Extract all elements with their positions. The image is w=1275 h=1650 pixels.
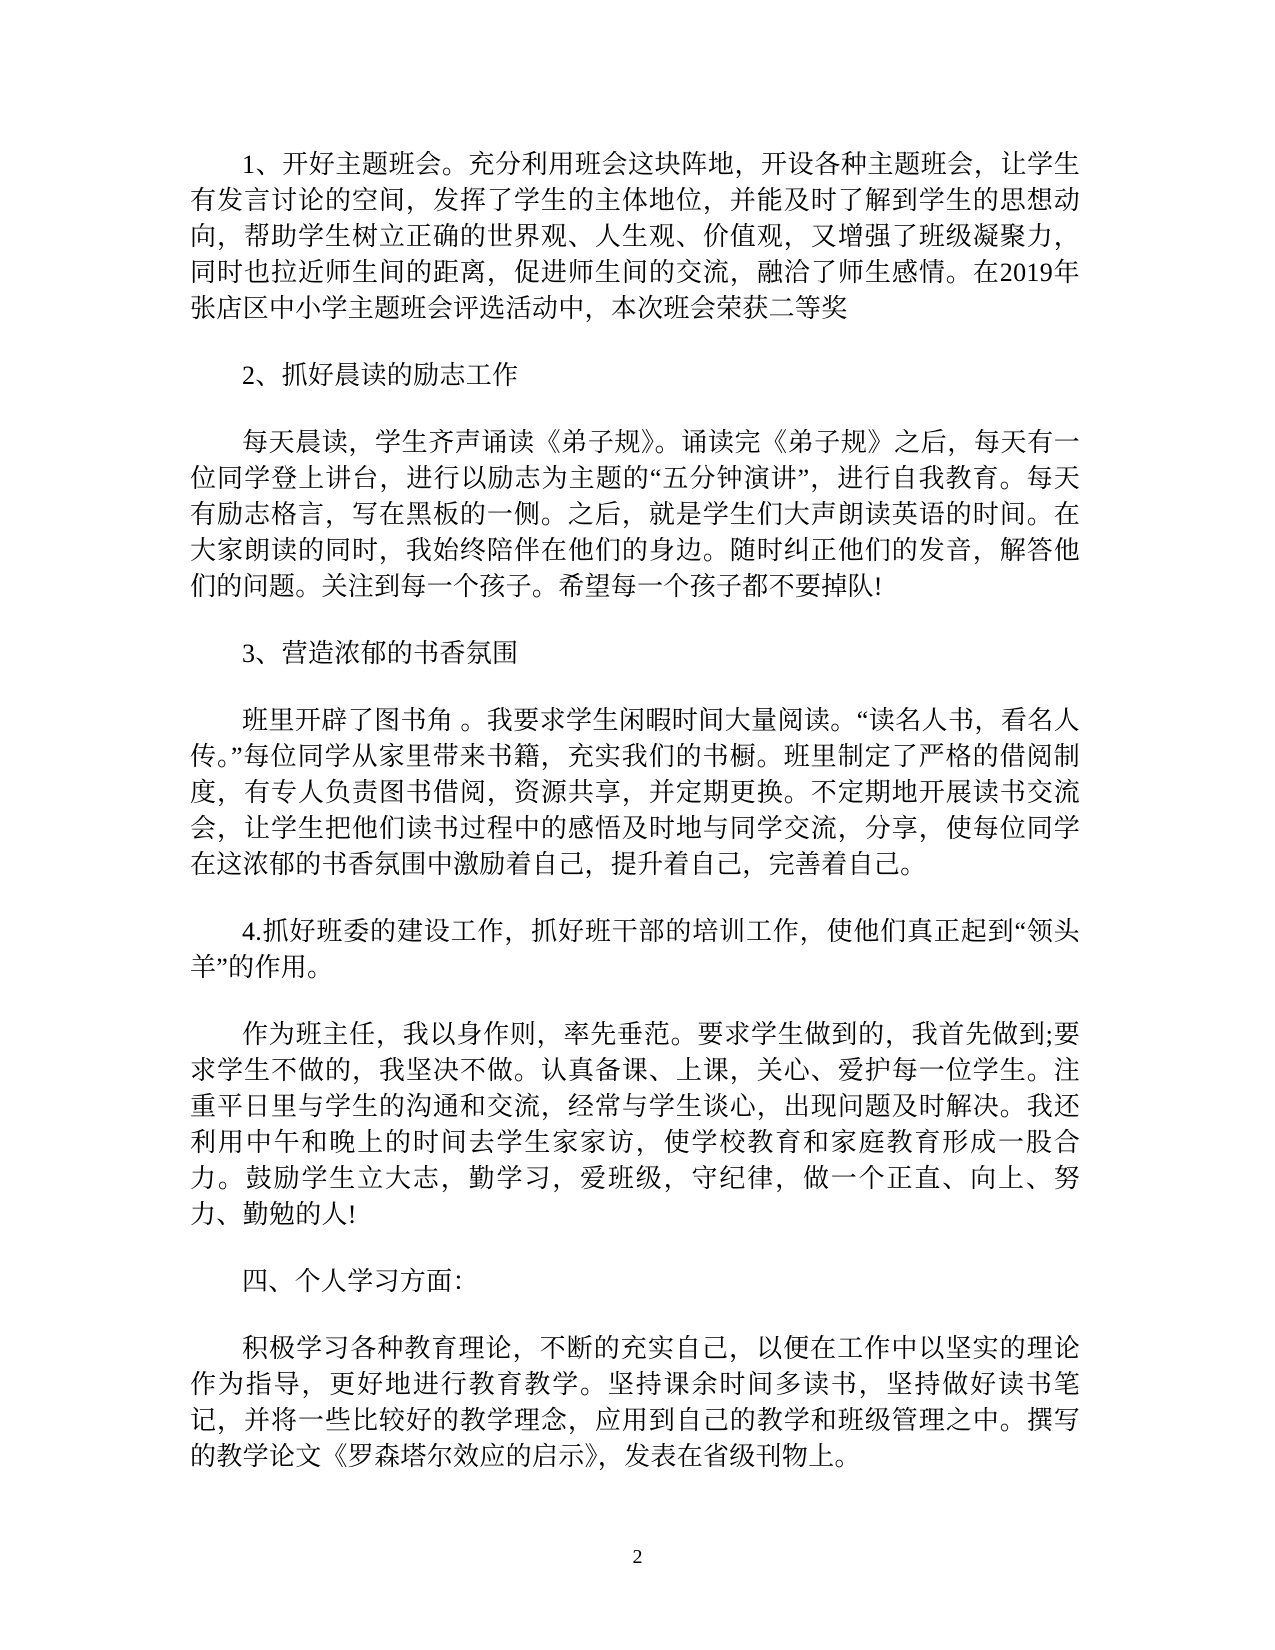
paragraph-morning-reading: 每天晨读，学生齐声诵读《弟子规》。诵读完《弟子规》之后，每天有一位同学登上讲台，进行以励志为主题的“五分钟演讲”，进行自我教育。每天有励志格言，写在黑板的一侧。之后，就是学生们大声朗读英语的时间。在大家朗读的同时，我始终陪伴在他们的身边。随时纠正他们的发音，解答他们的问题。关注到每一个孩子。希望每一个孩子都不要掉队! [190,428,1080,601]
document-body [190,147,1080,1506]
heading-personal-study: 四、个人学习方面： [242,1267,479,1296]
heading-morning-reading: 2、抓好晨读的励志工作 [242,361,519,390]
page-number: 2 [632,1546,643,1568]
paragraph-class-committee: 4.抓好班委的建设工作，抓好班干部的培训工作，使他们真正起到“领头羊”的作用。 [190,917,1080,982]
heading-reading-atmosphere: 3、营造浓郁的书香氛围 [242,639,519,668]
paragraph-head-teacher: 作为班主任，我以身作则，率先垂范。要求学生做到的，我首先做到;要求学生不做的，我坚决不做。认真备课、上课，关心、爱护每一位学生。注重平日里与学生的沟通和交流，经常与学生谈心，出现问题及时解决。我还利用中午和晚上的时间去学生家家访，使学校教育和家庭教育形成一股合力。鼓励学生立大志，勤学习，爱班级，守纪律，做一个正直、向上、努力、勤勉的人! [190,1020,1080,1229]
paragraph-theme-class-meeting: 1、开好主题班会。充分利用班会这块阵地，开设各种主题班会，让学生有发言讨论的空间，发挥了学生的主体地位，并能及时了解到学生的思想动向，帮助学生树立正确的世界观、人生观、价值观，又增强了班级凝聚力，同时也拉近师生间的距离，促进师生间的交流，融洽了师生感情。在2019年张店区中小学主题班会评选活动中，本次班会荣获二等奖 [190,150,1080,323]
paragraph-reading-atmosphere: 班里开辟了图书角 。我要求学生闲暇时间大量阅读。“读名人书，看名人传。”每位同学从家里带来书籍，充实我们的书橱。班里制定了严格的借阅制度，有专人负责图书借阅，资源共享，并定期更换。不定期地开展读书交流会，让学生把他们读书过程中的感悟及时地与同学交流，分享，使每位同学在这浓郁的书香氛围中激励着自己，提升着自己，完善着自己。 [190,706,1080,879]
paragraph-personal-study: 积极学习各种教育理论，不断的充实自己，以便在工作中以坚实的理论作为指导，更好地进行教育教学。坚持课余时间多读书，坚持做好读书笔记，并将一些比较好的教学理念，应用到自己的教学和班级管理之中。撰写的教学论文《罗森塔尔效应的启示》，发表在省级刊物上。 [190,1334,1080,1471]
